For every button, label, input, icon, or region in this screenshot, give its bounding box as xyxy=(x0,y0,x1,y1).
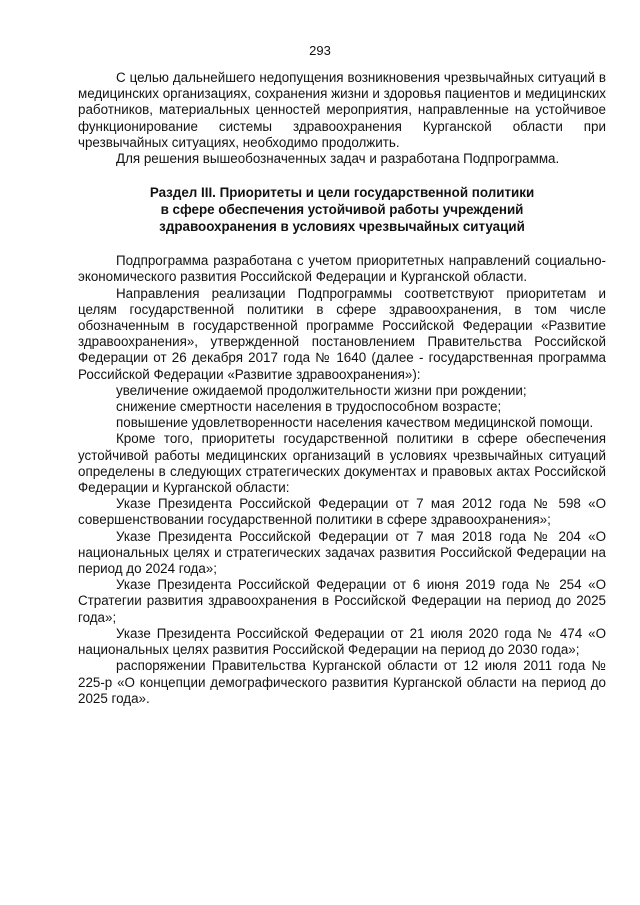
body-paragraph-1: Подпрограмма разработана с учетом приоритетных направлений социально- экономического развития Российской Федерации и Курганской области. xyxy=(78,253,606,285)
document-body xyxy=(78,70,606,707)
section-title-line-2: в сфере обеспечения устойчивой работы учреждений xyxy=(160,202,524,218)
intro-paragraph-1: С целью дальнейшего недопущения возникновения чрезвычайных ситуаций в медицинских организациях, сохранения жизни и здоровья пациентов и медицинских работников, материальных ценностей мероприятия, направленные на устойчивое функционирование системы здравоохранения Курганской области при чрезвычайных ситуациях, необходимо продолжить. xyxy=(78,70,606,150)
page-number: 293 xyxy=(309,43,331,58)
body-paragraph-2: Направления реализации Подпрограммы соответствуют приоритетам и целям государственной политики в сфере здравоохранения, в том числе обозначенным в государственной программе Российской Федерации «Развитие здравоохранения», утвержденной постановлением Правительства Российской Федерации от 26 декабря 2017 года № 1640 (далее - государственная программа Российской Федерации «Развитие здравоохранения»): xyxy=(78,285,606,382)
document-reference: Указе Президента Российской Федерации от 7 мая 2012 года № 598 «О совершенствовании государственной политики в сфере здравоохранения»; xyxy=(78,496,606,528)
section-heading xyxy=(78,184,606,235)
document-reference: Указе Президента Российской Федерации от 7 мая 2018 года № 204 «О национальных целях и стратегических задачах развития Российской Федерации на период до 2024 года»; xyxy=(78,528,606,577)
body-paragraph-3: Кроме того, приоритеты государственной политики в сфере обеспечения устойчивой работы медицинских организаций в условиях чрезвычайных ситуаций определены в следующих стратегических документах и правовых актах Российской Федерации и Курганской области: xyxy=(78,431,606,496)
list-item: снижение смертности населения в трудоспособном возрасте; xyxy=(116,399,502,415)
document-reference: распоряжении Правительства Курганской области от 12 июля 2011 года № 225-р «О концепции демографического развития Курганской области на период до 2025 года». xyxy=(78,658,606,706)
document-reference: Указе Президента Российской Федерации от 6 июня 2019 года № 254 «О Стратегии развития здравоохранения в Российской Федерации на период до 2025 года»; xyxy=(78,577,606,625)
intro-paragraph-2: Для решения вышеобозначенных задач и разработана Подпрограмма. xyxy=(116,151,560,167)
section-title-line-1: Раздел III. Приоритеты и цели государственной политики xyxy=(149,185,535,201)
section-title-line-3: здравоохранения в условиях чрезвычайных ситуаций xyxy=(159,219,525,235)
document-reference: Указе Президента Российской Федерации от 21 июля 2020 года № 474 «О национальных целях развития Российской Федерации на период до 2030 года»; xyxy=(78,625,606,658)
list-item: увеличение ожидаемой продолжительности жизни при рождении; xyxy=(116,382,527,398)
list-item: повышение удовлетворенности населения качеством медицинской помощи. xyxy=(116,415,594,431)
